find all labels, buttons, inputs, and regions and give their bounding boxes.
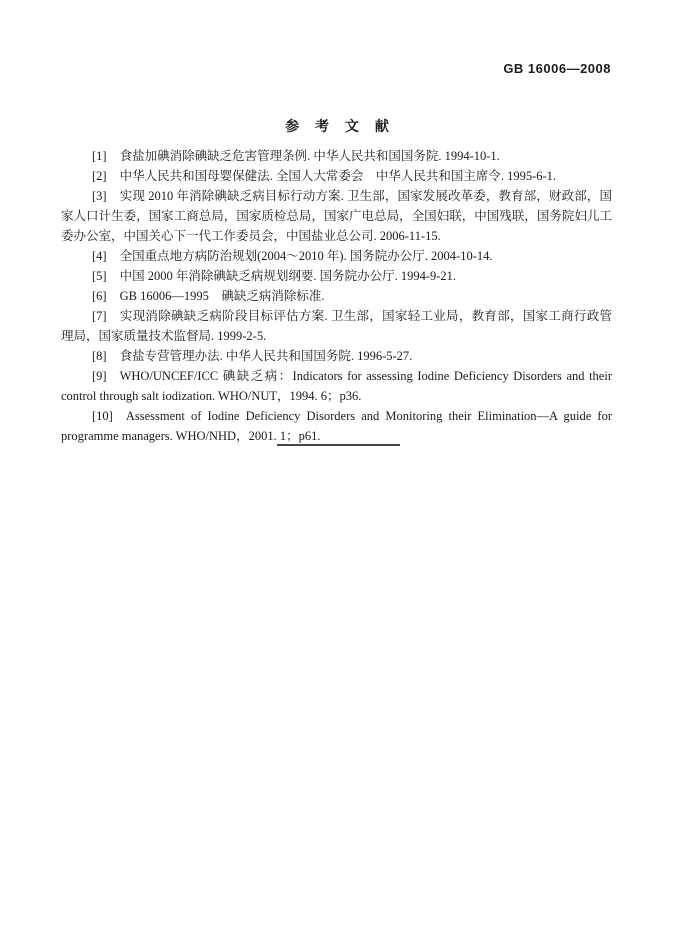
reference-item <box>61 406 612 446</box>
reference-text: 中国 2000 年消除碘缺乏病规划纲要. 国务院办公厅. 1994-9-21. <box>119 269 457 283</box>
reference-item <box>61 146 612 166</box>
reference-label: [9] <box>92 369 107 383</box>
reference-item <box>61 246 612 266</box>
reference-label: [7] <box>92 309 107 323</box>
reference-label: [5] <box>92 269 107 283</box>
reference-list <box>61 146 612 446</box>
reference-item <box>61 286 612 306</box>
references-title: 参 考 文 献 <box>285 118 395 134</box>
reference-label: [10] <box>92 409 113 423</box>
reference-item <box>61 346 612 366</box>
reference-text: 实现消除碘缺乏病阶段目标评估方案. 卫生部，国家轻工业局，教育部，国家工商行政管理局，国家质量技术监督局. 1999-2-5. <box>61 309 612 343</box>
reference-label: [6] <box>92 289 107 303</box>
reference-item <box>61 306 612 346</box>
reference-item <box>61 266 612 286</box>
reference-item <box>61 166 612 186</box>
standard-number: GB 16006—2008 <box>503 61 611 76</box>
reference-label: [4] <box>92 249 107 263</box>
reference-text: GB 16006—1995 碘缺乏病消除标准. <box>119 289 325 303</box>
reference-item <box>61 366 612 406</box>
reference-text: 食盐加碘消除碘缺乏危害管理条例. 中华人民共和国国务院. 1994-10-1. <box>119 149 500 163</box>
reference-text: WHO/UNCEF/ICC 碘缺乏病：Indicators for assessing Iodine Deficiency Disorders and their control through salt iodization. WHO/NUT，1994. 6；p36. <box>61 369 612 403</box>
reference-item <box>61 186 612 246</box>
reference-text: 中华人民共和国母婴保健法. 全国人大常委会 中华人民共和国主席令. 1995-6-1. <box>119 169 557 183</box>
reference-label: [2] <box>92 169 107 183</box>
reference-label: [8] <box>92 349 107 363</box>
reference-text: 实现 2010 年消除碘缺乏病目标行动方案. 卫生部，国家发展改革委，教育部，财政部，国家人口计生委，国家工商总局，国家质检总局，国家广电总局，全国妇联，中国残联，国务院妇儿工委办公室，中国关心下一代工作委员会，中国盐业总公司. 2006-11-15. <box>61 189 612 243</box>
reference-text: 全国重点地方病防治规划(2004～2010 年). 国务院办公厅. 2004-10-14. <box>119 249 493 263</box>
reference-label: [1] <box>92 149 107 163</box>
reference-text: Assessment of Iodine Deficiency Disorders and Monitoring their Elimination—A guide for programme managers. WHO/NHD，2001. 1；p61. <box>61 409 612 443</box>
reference-text: 食盐专营管理办法. 中华人民共和国国务院. 1996-5-27. <box>119 349 413 363</box>
reference-label: [3] <box>92 189 107 203</box>
end-of-document-rule <box>277 444 400 446</box>
